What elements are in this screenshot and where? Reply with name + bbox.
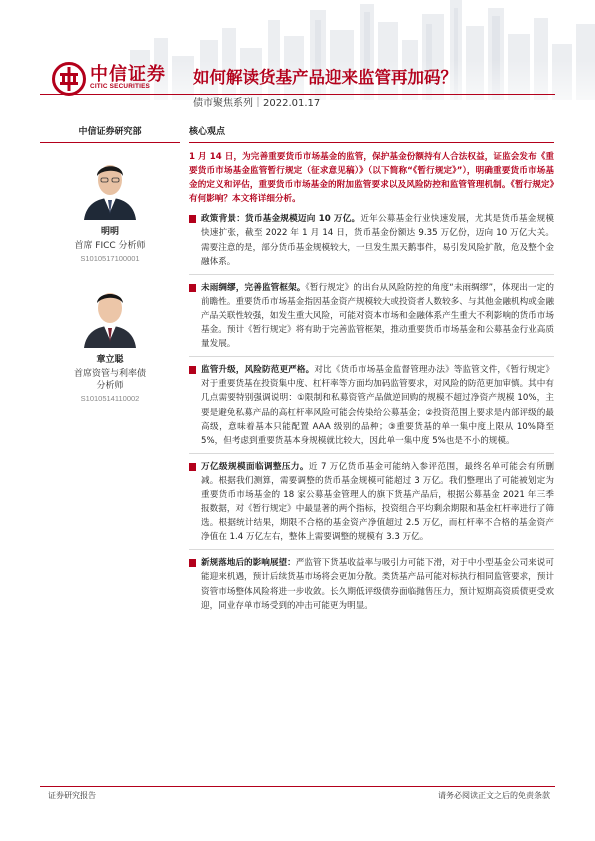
- report-subtitle: 债市聚焦系列｜2022.01.17: [193, 98, 321, 109]
- research-institute-heading: 中信证券研究部: [40, 124, 180, 143]
- key-point-text: 对比《货币市场基金监督管理办法》等监管文件，《暂行规定》对于重要货基在投资集中度、杠杆率等方面均加码监管要求，对风险的防范更加审慎。其中有几点需要特别强调说明：①限制和私募资管产品做逆回购的规模不超过净资产规模 10%，主要是避免私募产品的高杠杆率风险可能会传染给公募基金；②投资范围上要求是内部评级的最高级，意味着基本只能配置 AAA 级别的品种；③重要货基的单一集中度上限从 10%降至 5%，但考虑到重要货基本身规模就比较大，因此单一集中度 5%也是不小的规模。: [201, 365, 554, 446]
- key-point-lead: 新规落地后的影响展望：: [201, 558, 296, 569]
- key-point-text: 近 7 万亿货币基金可能纳入参评范围，最终名单可能会有所删减。根据我们测算，需要调整的货币基金规模可能超过 3 万亿。我们整理出了可能被划定为重要货币市场基金的 18 家公募基金管理人的旗下货基产品后，根据公募基金 2021 年三季报数据，对《暂行规定》中最显著的两个指标，投资组合平均剩余期限和基金杠杆率进行了筛选。根据统计结果，期限不合格的基金资产净值超过 2.5 万亿，而杠杆率不合格的基金资产净值在 1.4 万亿左右，整体上需要调整的规模有 3.3 万亿。: [201, 461, 554, 543]
- key-point: [189, 363, 554, 448]
- key-point: [189, 556, 554, 612]
- analyst-name: 明明: [100, 227, 119, 237]
- bullet-marker-icon: [189, 366, 196, 374]
- key-point-lead: 监管升级，风险防范更严格。: [201, 365, 315, 376]
- bullet-marker-icon: [189, 284, 196, 292]
- core-views-section: [189, 124, 554, 613]
- analyst-id: S1010514110002: [80, 394, 140, 403]
- footer-disclaimer-note: 请务必阅读正文之后的免责条款: [438, 791, 550, 800]
- citic-logo: [52, 60, 186, 98]
- analyst-role: [40, 368, 180, 392]
- analyst-role-line: 首席资管与利率债: [73, 369, 146, 379]
- bullet-marker-icon: [189, 463, 196, 471]
- logo-name-en: CITIC SECURITIES: [90, 83, 151, 90]
- core-views-heading: 核心观点: [189, 124, 554, 143]
- logo-name-cn: 中信证券: [90, 64, 166, 85]
- key-point-text: 严监管下货基收益率与吸引力可能下滑，对于中小型基金公司来说可能迎来机遇，预计后续货基市场将会更加分散。类货基产品可能对标执行相同监管要求，预计资管市场整体风险将进一步收敛。长久期低评级债券面临抛售压力，预计短期高资质债更受欢迎，同业存单市场受到的冲击可能更为明显。: [201, 558, 554, 611]
- key-point-lead: 未雨绸缪，完善监管框架。: [201, 282, 306, 293]
- analyst-name: 章立聪: [96, 355, 124, 365]
- analyst-id: S1010517100001: [80, 254, 140, 263]
- key-point-lead: 万亿级规模面临调整压力。: [201, 461, 309, 472]
- key-point-text: 《暂行规定》的出台从风险防控的角度“未雨绸缪”，体现出一定的前瞻性。重要货币市场基金指因基金资产规模较大或投资者人数较多、与其他金融机构或金融产品关联性较强，如发生重大风险，可能对资本市场和金融体系产生重大不利影响的货币市场基金。预计《暂行规定》将有助于完善监管框架，推动重要货币市场基金和公募基金行业高质量发展。: [201, 282, 554, 350]
- analyst-photo: [78, 152, 142, 220]
- divider: [189, 549, 554, 550]
- key-point-text: 近年公募基金行业快速发展，尤其是货币基金规模快速扩张，截至 2022 年 1 月 14 日，货币基金份额达 9.35 万亿份，迈向 10 万亿大关。需要注意的是，部分货币基金规模较大，一旦发生黑天鹅事件，易引发风险扩散，危及整个金融体系。: [201, 214, 554, 267]
- report-title: 如何解读货基产品迎来监管再加码？: [193, 68, 457, 87]
- footer-report-type: 证券研究报告: [48, 791, 96, 800]
- key-point: [189, 281, 554, 351]
- intro-paragraph: 1 月 14 日，为完善重要货币市场基金的监管，保护基金份额持有人合法权益，证监会发布《重要货币市场基金监管暂行规定（征求意见稿）》（以下简称“《暂行规定》”），明确重要货币市场基金的定义和评估，重要货币市场基金的附加监管要求以及风险防控和监管管理机制。《暂行规定》有何影响？本文将详细分析。: [189, 152, 554, 205]
- key-point: [189, 460, 554, 545]
- key-point-lead: 政策背景：货币基金规模迈向 10 万亿。: [201, 214, 361, 225]
- key-point: [189, 212, 554, 268]
- footer-rule: [40, 786, 555, 787]
- analyst-role-line: 分析师: [96, 381, 124, 391]
- analyst-photo: [78, 280, 142, 348]
- analyst-role: 首席 FICC 分析师: [74, 241, 146, 251]
- citic-logo-mark-icon: [52, 62, 86, 96]
- bullet-marker-icon: [189, 559, 196, 567]
- divider: [189, 453, 554, 454]
- divider: [189, 356, 554, 357]
- analyst-card: [40, 280, 180, 403]
- bullet-marker-icon: [189, 215, 196, 223]
- analyst-card: [40, 152, 180, 263]
- analyst-column: [40, 124, 180, 403]
- divider: [189, 274, 554, 275]
